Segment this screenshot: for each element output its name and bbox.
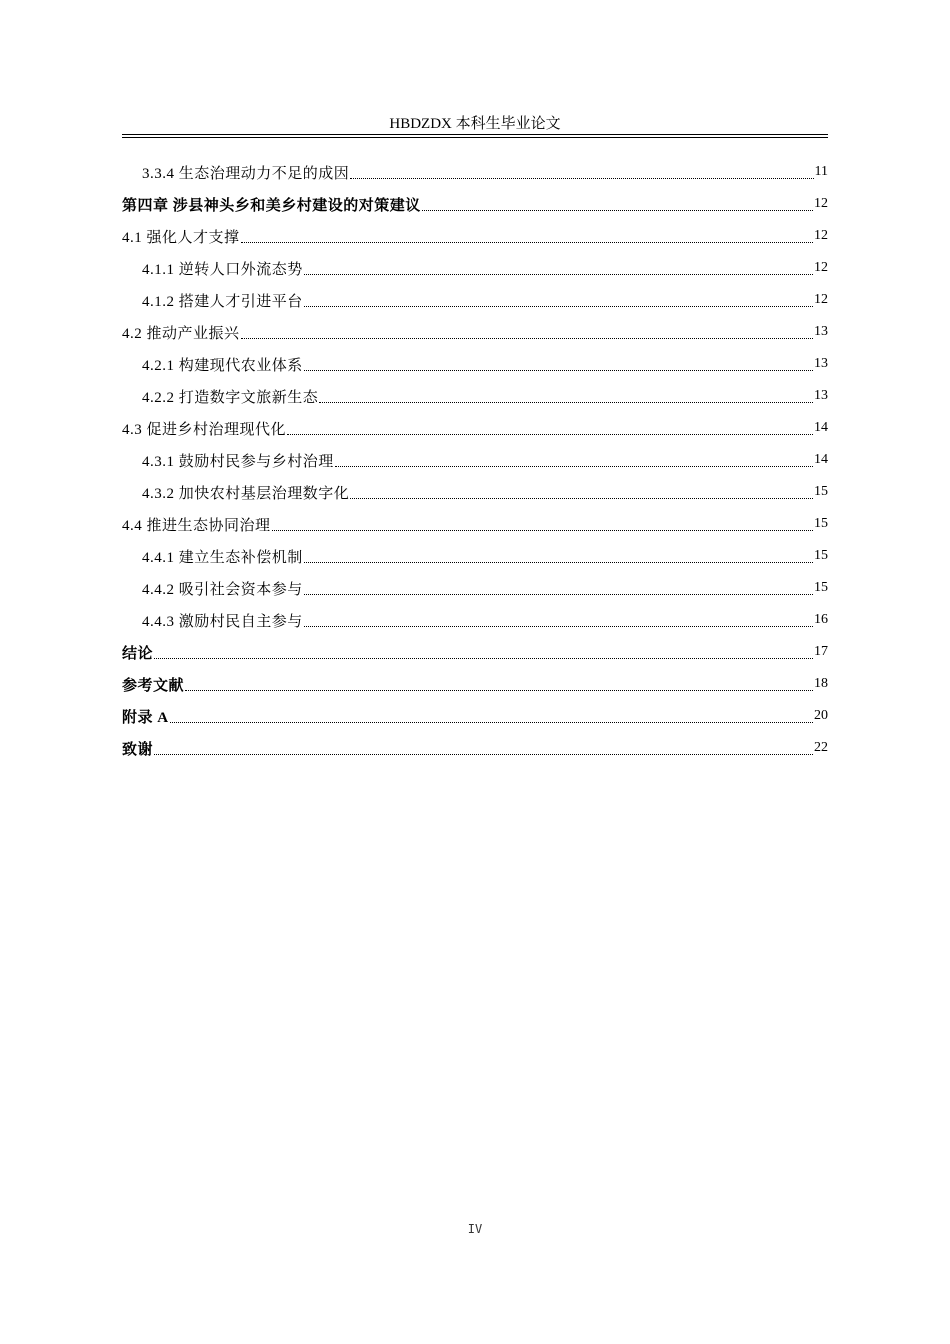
toc-entry-title: 4.4.2 吸引社会资本参与 — [142, 581, 303, 598]
toc-dot-leader — [304, 580, 813, 595]
toc-entry-title: 4.2.1 构建现代农业体系 — [142, 357, 303, 374]
toc-entry-title: 附录 A — [122, 709, 169, 726]
toc-entry-page: 17 — [814, 644, 828, 659]
toc-dot-leader — [272, 516, 813, 531]
toc-entry[interactable] — [122, 156, 828, 188]
page-header: HBDZDX 本科生毕业论文 — [389, 116, 561, 132]
toc-dot-leader — [287, 420, 813, 435]
toc-entry-title: 参考文献 — [122, 677, 185, 694]
toc-entry-page: 12 — [814, 292, 828, 307]
toc-entry-title: 4.3 促进乡村治理现代化 — [122, 421, 287, 438]
toc-entry-page: 13 — [814, 324, 828, 339]
toc-entry[interactable] — [122, 572, 828, 604]
toc-entry[interactable] — [122, 636, 828, 668]
toc-entry-page: 13 — [814, 356, 828, 371]
toc-entry[interactable] — [122, 380, 828, 412]
toc-entry-title: 4.3.2 加快农村基层治理数字化 — [142, 485, 350, 502]
toc-dot-leader — [350, 164, 813, 179]
toc-entry-title: 第四章 涉县神头乡和美乡村建设的对策建议 — [122, 197, 421, 214]
toc-dot-leader — [185, 676, 813, 691]
toc-entry[interactable] — [122, 220, 828, 252]
toc-entry-title: 4.1.1 逆转人口外流态势 — [142, 261, 303, 278]
toc-entry-page: 12 — [814, 228, 828, 243]
toc-dot-leader — [319, 388, 813, 403]
toc-entry[interactable] — [122, 412, 828, 444]
toc-dot-leader — [154, 740, 813, 755]
toc-entry[interactable] — [122, 732, 828, 764]
toc-dot-leader — [304, 612, 813, 627]
toc-dot-leader — [241, 324, 813, 339]
toc-entry[interactable] — [122, 508, 828, 540]
toc-entry-page: 15 — [814, 580, 828, 595]
toc-entry-page: 14 — [814, 420, 828, 435]
toc-entry-title: 结论 — [122, 645, 154, 662]
toc-entry[interactable] — [122, 188, 828, 220]
toc-entry-page: 16 — [814, 612, 828, 627]
toc-entry-page: 12 — [814, 260, 828, 275]
toc-dot-leader — [422, 196, 813, 211]
toc-entry-title: 4.4.3 激励村民自主参与 — [142, 613, 303, 630]
toc-entry-page: 14 — [814, 452, 828, 467]
toc-dot-leader — [304, 260, 813, 275]
toc-entry-page: 22 — [814, 740, 828, 755]
toc-entry-title: 4.1 强化人才支撑 — [122, 229, 240, 246]
toc-dot-leader — [304, 548, 813, 563]
toc-entry-title: 4.4.1 建立生态补偿机制 — [142, 549, 303, 566]
toc-entry[interactable] — [122, 476, 828, 508]
toc-entry-page: 11 — [814, 164, 828, 179]
toc-dot-leader — [154, 644, 813, 659]
toc-entry[interactable] — [122, 668, 828, 700]
toc-entry[interactable] — [122, 284, 828, 316]
toc-entry-title: 3.3.4 生态治理动力不足的成因 — [142, 165, 350, 182]
toc-entry-page: 15 — [814, 516, 828, 531]
toc-entry-title: 4.2.2 打造数字文旅新生态 — [142, 389, 319, 406]
toc-dot-leader — [170, 708, 813, 723]
toc-entry-title: 4.3.1 鼓励村民参与乡村治理 — [142, 453, 334, 470]
toc-dot-leader — [304, 292, 813, 307]
toc-entry-title: 4.2 推动产业振兴 — [122, 325, 240, 342]
toc-entry[interactable] — [122, 316, 828, 348]
toc-entry[interactable] — [122, 252, 828, 284]
toc-entry-page: 18 — [814, 676, 828, 691]
toc-dot-leader — [335, 452, 813, 467]
toc-entry-page: 12 — [814, 196, 828, 211]
toc-entry[interactable] — [122, 444, 828, 476]
toc-dot-leader — [350, 484, 813, 499]
toc-entry-title: 4.1.2 搭建人才引进平台 — [142, 293, 303, 310]
table-of-contents — [122, 156, 828, 764]
toc-entry[interactable] — [122, 540, 828, 572]
toc-dot-leader — [241, 228, 813, 243]
toc-entry[interactable] — [122, 604, 828, 636]
toc-entry-title: 致谢 — [122, 741, 154, 758]
toc-entry-page: 13 — [814, 388, 828, 403]
toc-entry[interactable] — [122, 348, 828, 380]
toc-entry-page: 15 — [814, 548, 828, 563]
header-double-rule — [122, 134, 828, 138]
toc-entry[interactable] — [122, 700, 828, 732]
page-number: IV — [467, 1222, 483, 1236]
toc-dot-leader — [304, 356, 813, 371]
toc-entry-page: 20 — [814, 708, 828, 723]
toc-entry-title: 4.4 推进生态协同治理 — [122, 517, 271, 534]
toc-entry-page: 15 — [814, 484, 828, 499]
